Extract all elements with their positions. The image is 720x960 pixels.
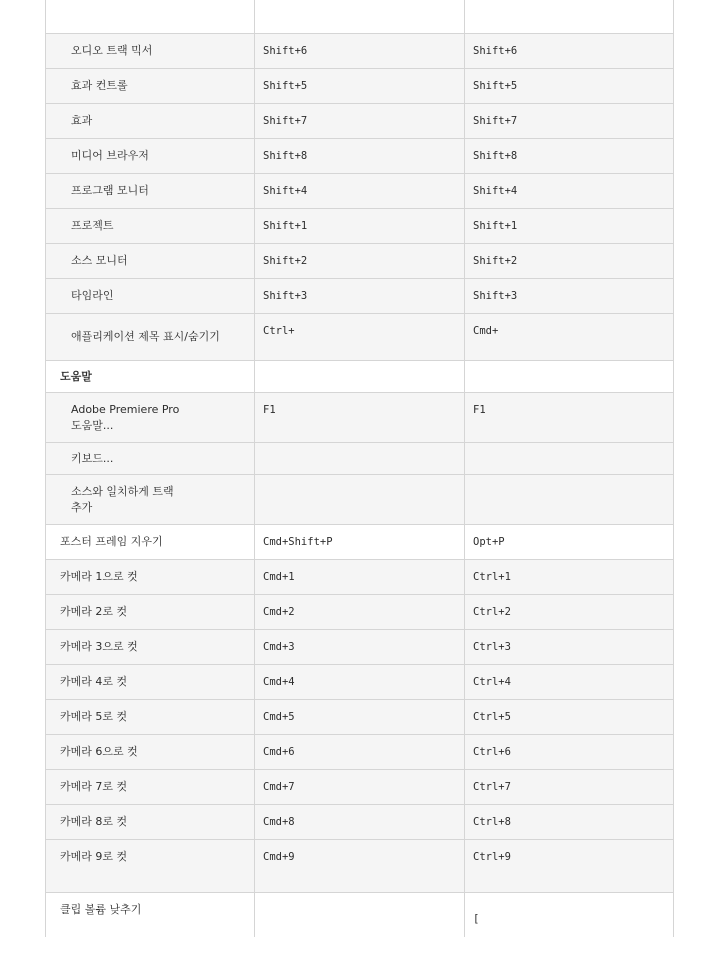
mac-shortcut-cell: Shift+5	[464, 69, 674, 103]
shortcut-table	[45, 0, 674, 937]
command-cell: 카메라 5로 컷	[45, 700, 254, 734]
command-cell: 오디오 트랙 믹서	[45, 34, 254, 68]
windows-shortcut-cell: Shift+8	[254, 139, 464, 173]
command-cell: 카메라 3으로 컷	[45, 630, 254, 664]
windows-shortcut-cell: Shift+4	[254, 174, 464, 208]
mac-shortcut-cell: Shift+1	[464, 209, 674, 243]
table-row-partial	[45, 0, 674, 34]
command-cell: 카메라 7로 컷	[45, 770, 254, 804]
mac-shortcut-cell: F1	[464, 393, 674, 442]
command-cell	[45, 393, 254, 442]
command-cell: 미디어 브라우저	[45, 139, 254, 173]
windows-shortcut-cell: Shift+5	[254, 69, 464, 103]
table-row	[45, 244, 674, 279]
windows-shortcut-cell: F1	[254, 393, 464, 442]
mac-shortcut-cell: Shift+4	[464, 174, 674, 208]
windows-shortcut-cell: Cmd+6	[254, 735, 464, 769]
command-label: 소스와 일치하게 트랙 추가	[71, 485, 174, 514]
table-row	[45, 770, 674, 805]
table-row	[45, 630, 674, 665]
windows-shortcut-cell: Cmd+5	[254, 700, 464, 734]
section-heading-row	[45, 361, 674, 393]
windows-shortcut-cell: Cmd+Shift+P	[254, 525, 464, 559]
command-cell: 카메라 6으로 컷	[45, 735, 254, 769]
windows-shortcut-cell	[254, 475, 464, 524]
table-row	[45, 69, 674, 104]
table-cell	[45, 0, 254, 33]
windows-shortcut-cell: Cmd+8	[254, 805, 464, 839]
windows-shortcut-cell: Shift+1	[254, 209, 464, 243]
table-row	[45, 104, 674, 139]
windows-shortcut-cell: Shift+6	[254, 34, 464, 68]
command-cell: 프로그램 모니터	[45, 174, 254, 208]
command-cell	[45, 475, 254, 524]
table-row	[45, 279, 674, 314]
command-cell: 애플리케이션 제목 표시/숨기기	[45, 314, 254, 360]
command-cell: 클립 볼륨 낮추기	[45, 893, 254, 937]
mac-shortcut-cell: Ctrl+1	[464, 560, 674, 594]
mac-shortcut-cell	[464, 443, 674, 474]
table-cell	[254, 361, 464, 392]
table-cell	[254, 0, 464, 33]
section-heading: 도움말	[45, 361, 254, 392]
table-row	[45, 475, 674, 525]
command-cell: 타임라인	[45, 279, 254, 313]
command-cell: 카메라 2로 컷	[45, 595, 254, 629]
command-cell: 키보드...	[45, 443, 254, 474]
windows-shortcut-cell	[254, 443, 464, 474]
table-row	[45, 443, 674, 475]
command-cell: 소스 모니터	[45, 244, 254, 278]
table-row	[45, 893, 674, 937]
table-row	[45, 139, 674, 174]
command-cell: 카메라 1으로 컷	[45, 560, 254, 594]
windows-shortcut-cell: Cmd+2	[254, 595, 464, 629]
mac-shortcut-cell: Shift+8	[464, 139, 674, 173]
mac-shortcut-cell: Opt+P	[464, 525, 674, 559]
mac-shortcut-cell: Shift+3	[464, 279, 674, 313]
windows-shortcut-cell: Cmd+1	[254, 560, 464, 594]
table-row	[45, 314, 674, 361]
windows-shortcut-cell: Shift+7	[254, 104, 464, 138]
table-row	[45, 209, 674, 244]
mac-shortcut-cell: Shift+2	[464, 244, 674, 278]
table-row	[45, 34, 674, 69]
windows-shortcut-cell: Ctrl+	[254, 314, 464, 360]
windows-shortcut-cell	[254, 893, 464, 937]
mac-shortcut-cell: Cmd+	[464, 314, 674, 360]
table-row	[45, 174, 674, 209]
windows-shortcut-cell: Cmd+3	[254, 630, 464, 664]
table-row	[45, 393, 674, 443]
windows-shortcut-cell: Shift+2	[254, 244, 464, 278]
mac-shortcut-cell: Ctrl+4	[464, 665, 674, 699]
table-row	[45, 665, 674, 700]
mac-shortcut-cell	[464, 475, 674, 524]
mac-shortcut-cell: Ctrl+8	[464, 805, 674, 839]
mac-shortcut-cell: Ctrl+7	[464, 770, 674, 804]
command-cell: 카메라 9로 컷	[45, 840, 254, 892]
mac-shortcut-cell: [	[464, 893, 674, 937]
mac-shortcut-cell: Ctrl+3	[464, 630, 674, 664]
mac-shortcut-cell: Ctrl+2	[464, 595, 674, 629]
mac-shortcut-cell: Ctrl+9	[464, 840, 674, 892]
command-cell: 프로젝트	[45, 209, 254, 243]
table-cell	[464, 361, 674, 392]
mac-shortcut-cell: Shift+7	[464, 104, 674, 138]
command-cell: 효과 컨트롤	[45, 69, 254, 103]
windows-shortcut-cell: Shift+3	[254, 279, 464, 313]
command-label: Adobe Premiere Pro 도움말...	[71, 403, 180, 432]
table-row	[45, 525, 674, 560]
mac-shortcut-cell: Ctrl+6	[464, 735, 674, 769]
table-row	[45, 840, 674, 893]
table-row	[45, 805, 674, 840]
mac-shortcut-cell: Ctrl+5	[464, 700, 674, 734]
windows-shortcut-cell: Cmd+9	[254, 840, 464, 892]
table-cell	[464, 0, 674, 33]
table-row	[45, 735, 674, 770]
windows-shortcut-cell: Cmd+4	[254, 665, 464, 699]
windows-shortcut-cell: Cmd+7	[254, 770, 464, 804]
command-cell: 카메라 8로 컷	[45, 805, 254, 839]
table-row	[45, 595, 674, 630]
command-cell: 효과	[45, 104, 254, 138]
command-cell: 포스터 프레임 지우기	[45, 525, 254, 559]
command-cell: 카메라 4로 컷	[45, 665, 254, 699]
table-row	[45, 700, 674, 735]
mac-shortcut-cell: Shift+6	[464, 34, 674, 68]
table-row	[45, 560, 674, 595]
